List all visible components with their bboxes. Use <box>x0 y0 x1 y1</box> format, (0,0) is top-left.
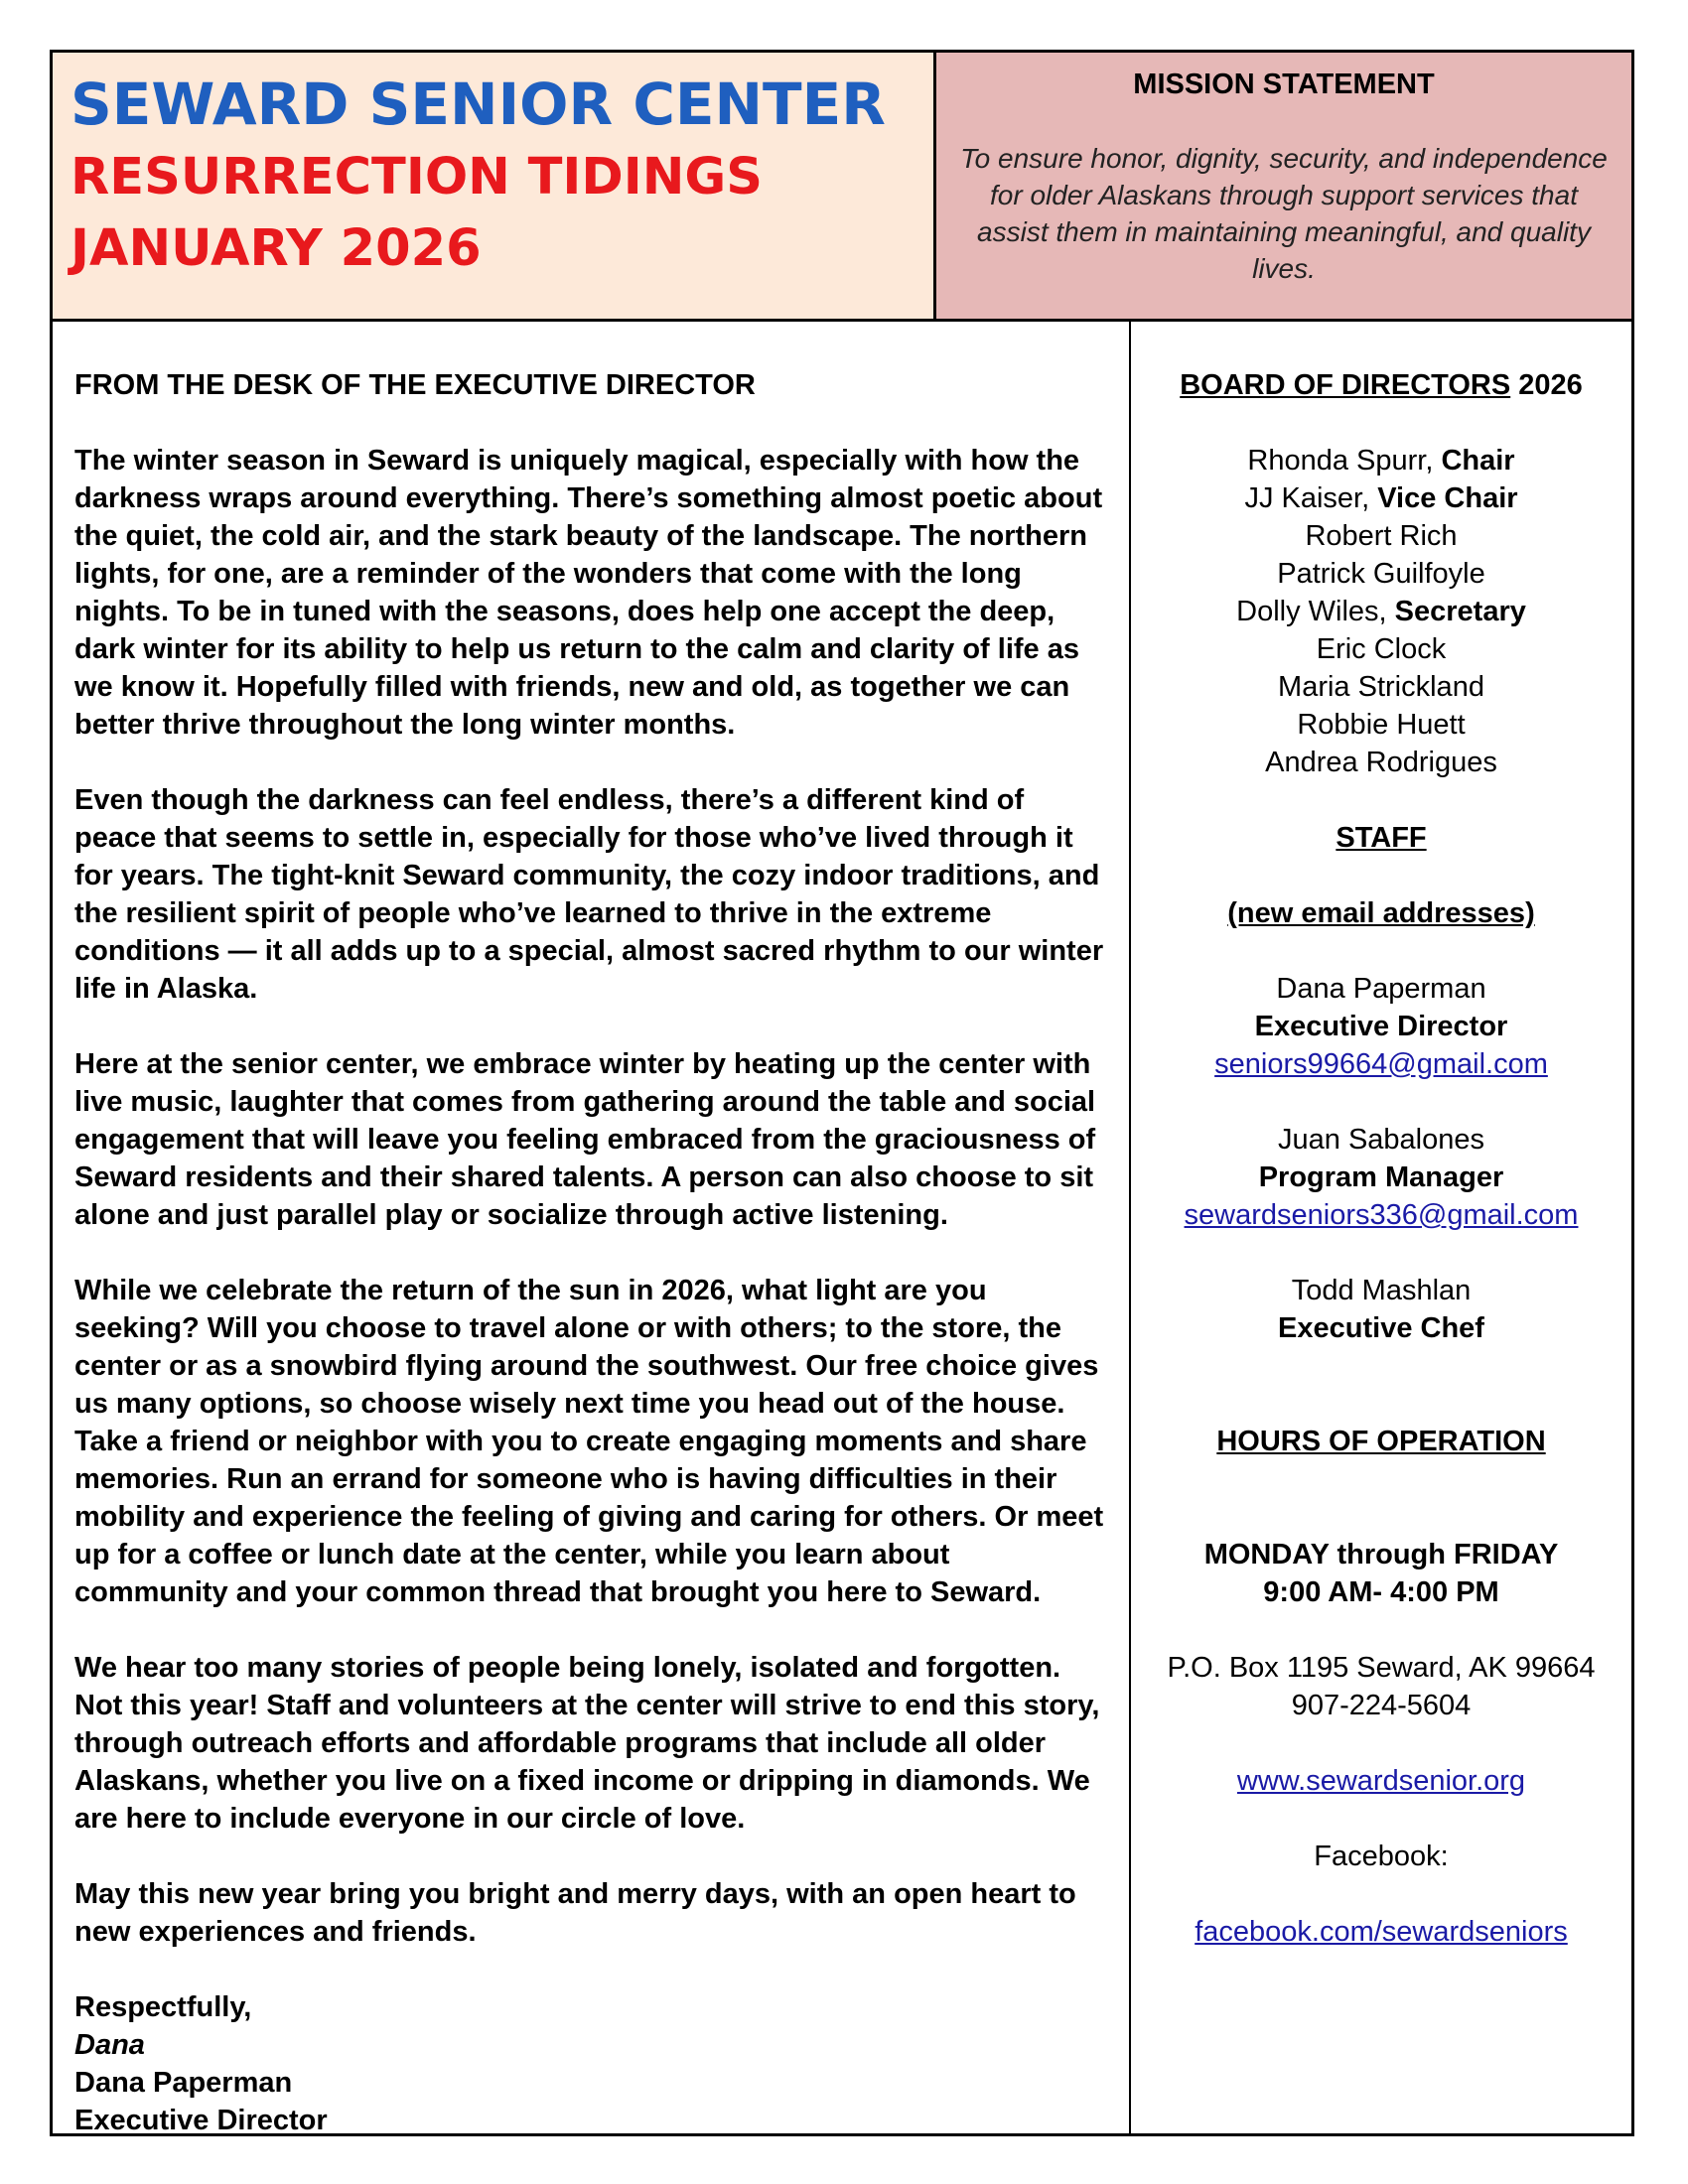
board-member: Patrick Guilfoyle <box>1277 558 1485 590</box>
mission-text: To ensure honor, dignity, security, and independence for older Alaskans through support services that assist them in maintaining meaningful, and quality lives. <box>960 143 1608 284</box>
issue-date: JANUARY 2026 <box>70 219 482 278</box>
letter-signature: Dana <box>74 2029 145 2061</box>
masthead <box>53 53 936 322</box>
board-member: Robbie Huett <box>1297 709 1466 741</box>
staff-name: Juan Sabalones <box>1278 1124 1484 1156</box>
board-member: Robert Rich <box>1305 520 1458 552</box>
staff-title: Executive Chef <box>1278 1312 1484 1344</box>
letter-paragraph: While we celebrate the return of the sun in 2026, what light are you seeking? Will you choose to travel alone or with others; to the store, the center or as a snowbird flying around the southwest. Our free choice gives us many options, so choose wisely next time you head out of the house. Take a friend or neighbor with you to create engaging moments and share memories. Run an errand for someone who is having difficulties in their mobility and experience the feeling of giving and caring for others. Or meet up for a coffee or lunch date at the center, while you learn about community and your common thread that brought you here to Seward. <box>74 1275 1104 1608</box>
newsletter-page <box>50 50 1634 2136</box>
signer-name: Dana Paperman <box>74 2067 293 2099</box>
mission-title: MISSION STATEMENT <box>1133 68 1435 100</box>
signer-title: Executive Director <box>74 2105 328 2136</box>
hours-time: 9:00 AM- 4:00 PM <box>1263 1576 1499 1608</box>
mission-box <box>936 53 1631 322</box>
letter-closing: Respectfully, <box>74 1991 252 2023</box>
hours-days: MONDAY through FRIDAY <box>1203 1539 1559 1570</box>
board-year: 2026 <box>1510 369 1583 401</box>
letter-paragraph: The winter season in Seward is uniquely magical, especially with how the darkness wraps around everything. There’s something almost poetic about the quiet, the cold air, and the stark beauty of the landscape. The northern lights, for one, are a reminder of the wonders that come with the long nights. To be in tuned with the seasons, does help one accept the deep, dark winter for its ability to help us return to the calm and clarity of life as we know it. Hopefully filled with friends, new and old, as together we can better thrive throughout the long winter months. <box>74 445 1103 741</box>
board-heading <box>1131 366 1631 404</box>
staff-name: Dana Paperman <box>1276 973 1486 1005</box>
letter-heading: FROM THE DESK OF THE EXECUTIVE DIRECTOR <box>74 369 756 401</box>
center-name: SEWARD SENIOR CENTER <box>70 70 886 138</box>
letter-paragraph: Even though the darkness can feel endless, there’s a different kind of peace that seems to settle in, especially for those who’ve lived through it for years. The tight-knit Seward community, the cozy indoor traditions, and the resilient spirit of people who’ve learned to thrive in the extreme conditions — it all adds up to a special, almost sacred rhythm to our winter life in Alaska. <box>74 784 1104 1005</box>
board-member: Rhonda Spurr, Chair <box>1247 445 1515 477</box>
facebook-label: Facebook: <box>1314 1841 1449 1872</box>
hours-heading: HOURS OF OPERATION <box>1216 1426 1546 1457</box>
letter-paragraph: Here at the senior center, we embrace winter by heating up the center with live music, laughter that comes from gathering around the table and social engagement that will leave you feeling embraced from the graciousness of Seward residents and their shared talents. A person can also choose to sit alone and just parallel play or socialize through active listening. <box>74 1048 1096 1231</box>
website-link[interactable]: www.sewardsenior.org <box>1236 1765 1526 1797</box>
staff-name: Todd Mashlan <box>1291 1275 1472 1306</box>
staff-note: (new email addresses) <box>1227 897 1535 929</box>
board-title: BOARD OF DIRECTORS <box>1180 369 1511 401</box>
board-member: Maria Strickland <box>1278 671 1484 703</box>
board-member: Dolly Wiles, Secretary <box>1236 596 1526 627</box>
staff-title: Program Manager <box>1258 1161 1504 1193</box>
letter-paragraph: May this new year bring you bright and merry days, with an open heart to new experiences and friends. <box>74 1878 1076 1948</box>
staff-title: Executive Director <box>1254 1011 1508 1042</box>
staff-email-link[interactable]: seniors99664@gmail.com <box>1214 1048 1548 1080</box>
board-member: Eric Clock <box>1316 633 1447 665</box>
facebook-link[interactable]: facebook.com/sewardseniors <box>1195 1916 1568 1948</box>
staff-email-link[interactable]: sewardseniors336@gmail.com <box>1184 1199 1579 1231</box>
sidebar <box>1131 322 1631 2133</box>
staff-heading: STAFF <box>1336 822 1427 854</box>
director-letter <box>53 322 1131 2136</box>
board-member: JJ Kaiser, Vice Chair <box>1244 482 1518 514</box>
mailing-address: P.O. Box 1195 Seward, AK 99664 <box>1167 1652 1596 1684</box>
board-member: Andrea Rodrigues <box>1265 747 1497 778</box>
newsletter-name: RESURRECTION TIDINGS <box>70 148 763 206</box>
letter-paragraph: We hear too many stories of people being lonely, isolated and forgotten. Not this year! Staff and volunteers at the center will strive to end this story, through outreach efforts and affordable programs that include all older Alaskans, whether you live on a fixed income or dripping in diamonds. We are here to include everyone in our circle of love. <box>74 1652 1100 1835</box>
phone-number: 907-224-5604 <box>1291 1690 1472 1721</box>
